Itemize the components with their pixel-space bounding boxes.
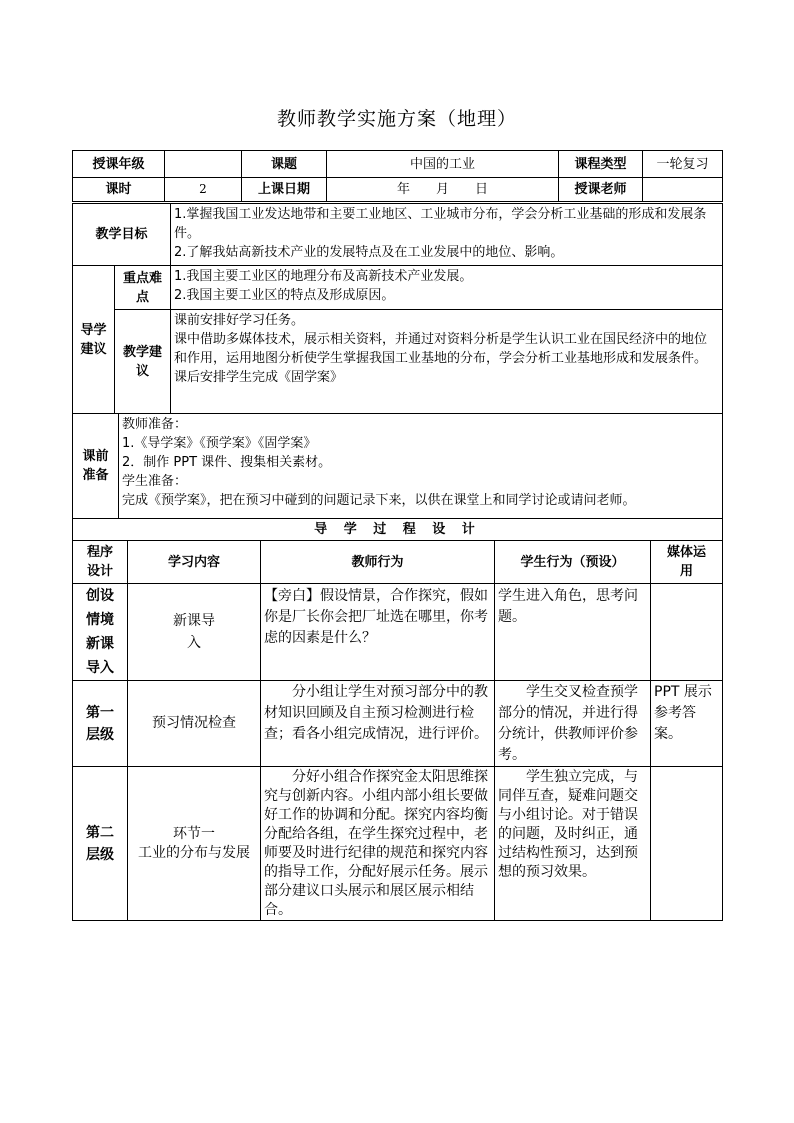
label-topic: 课题 — [242, 151, 327, 178]
prep-table — [72, 413, 723, 541]
stage-cell: 第一层级 — [73, 681, 128, 767]
teacher-value — [643, 178, 723, 202]
header-media: 媒体运用 — [651, 541, 723, 584]
table-row — [73, 767, 723, 921]
label-date: 上课日期 — [242, 178, 327, 202]
media-cell — [651, 767, 723, 921]
class-value — [165, 151, 242, 178]
objective-line: 2.了解我姑高新技术产业的发展特点及在工业发展中的地位、影响。 — [174, 245, 564, 260]
media-cell: PPT 展示参考答案。 — [651, 681, 723, 767]
teaching-suggestion-label: 教学建议 — [115, 310, 171, 414]
content-cell: 预习情况检查 — [128, 681, 261, 767]
info-table — [72, 150, 723, 202]
teacher-cell: 【旁白】假设情景，合作探究，假如你是厂长你会把厂址选在哪里，你考虑的因素是什么？ — [261, 584, 495, 681]
prep-content — [119, 414, 723, 519]
suggestion-line: 课前安排好学习任务。 — [174, 313, 305, 328]
prep-label: 课前准备 — [73, 414, 119, 519]
guidance-label: 导学建议 — [73, 266, 115, 414]
content-cell — [128, 767, 261, 921]
process-table — [72, 540, 723, 921]
table-row — [73, 584, 723, 681]
prep-line: 2．制作 PPT 课件、搜集相关素材。 — [122, 455, 332, 470]
key-points-label: 重点难点 — [115, 266, 171, 310]
key-points-content — [171, 266, 723, 310]
teacher-cell: 分小组让学生对预习部分中的教材知识回顾及自主预习检测进行检查；看各小组完成情况，进行评价。 — [261, 681, 495, 767]
student-cell: 学生进入角色，思考问题。 — [495, 584, 651, 681]
label-course-type: 课程类型 — [559, 151, 643, 178]
objectives-label: 教学目标 — [73, 204, 171, 266]
key-point-line: 2.我国主要工业区的特点及形成原因。 — [174, 288, 395, 303]
objectives-content — [171, 204, 723, 266]
label-teacher: 授课老师 — [559, 178, 643, 202]
topic-value: 中国的工业 — [327, 151, 559, 178]
header-student: 学生行为（预设） — [495, 541, 651, 584]
stage-cell: 创设情境新课导入 — [73, 584, 128, 681]
teaching-suggestion-content — [171, 310, 723, 414]
header-content: 学习内容 — [128, 541, 261, 584]
stage-cell: 第二层级 — [73, 767, 128, 921]
student-cell: 学生交叉检查预学部分的情况，并进行得分统计，供教师评价参考。 — [495, 681, 651, 767]
label-hours: 课时 — [73, 178, 165, 202]
student-cell: 学生独立完成，与同伴互查，疑难问题交与小组讨论。对于错误的问题，及时纠正，通过结构性预习，达到预想的预习效果。 — [495, 767, 651, 921]
media-cell — [651, 584, 723, 681]
prep-line: 学生准备： — [122, 474, 188, 489]
key-point-line: 1.我国主要工业区的地理分布及高新技术产业发展。 — [174, 269, 473, 284]
hours-value: 2 — [165, 178, 242, 202]
prep-line: 完成《预学案》，把在预习中碰到的问题记录下来，以供在课堂上和同学讨论或请问老师。 — [122, 493, 636, 508]
suggestion-line: 课中借助多媒体技术，展示相关资料，并通过对资料分析是学生认识工业在国民经济中的地位和作用，运用地图分析使学生掌握我国工业基地的分布，学会分析工业基地形成和发展条件。 — [174, 332, 708, 366]
plan-table — [72, 203, 723, 414]
content-cell: 新课导入 — [128, 584, 261, 681]
process-section-title: 导 学 过 程 设 计 — [73, 519, 723, 541]
table-row — [73, 681, 723, 767]
prep-line: 1.《导学案》《预学案》《固学案》 — [122, 436, 317, 451]
suggestion-line: 课后安排学生完成《固学案》 — [174, 370, 344, 385]
teacher-cell: 分好小组合作探究金太阳思维探究与创新内容。小组内部小组长要做好工作的协调和分配。探究内容均衡分配给各组，在学生探究过程中，老师要及时进行纪律的规范和探究内容的指导工作，分配好展示任务。展示部分建议口头展示和展区展示相结合。 — [261, 767, 495, 921]
content-line: 环节一 — [173, 825, 215, 842]
document-title: 教师教学实施方案（地理） — [276, 108, 517, 130]
date-value: 年 月 日 — [327, 178, 559, 202]
header-stage: 程序设计 — [73, 541, 128, 584]
course-type-value: 一轮复习 — [643, 151, 723, 178]
label-class: 授课年级 — [73, 151, 165, 178]
content-line: 工业的分布与发展 — [138, 844, 250, 861]
header-teacher: 教师行为 — [261, 541, 495, 584]
prep-line: 教师准备： — [122, 417, 188, 432]
objective-line: 1.掌握我国工业发达地带和主要工业地区、工业城市分布，学会分析工业基础的形成和发展条件。 — [174, 207, 707, 241]
